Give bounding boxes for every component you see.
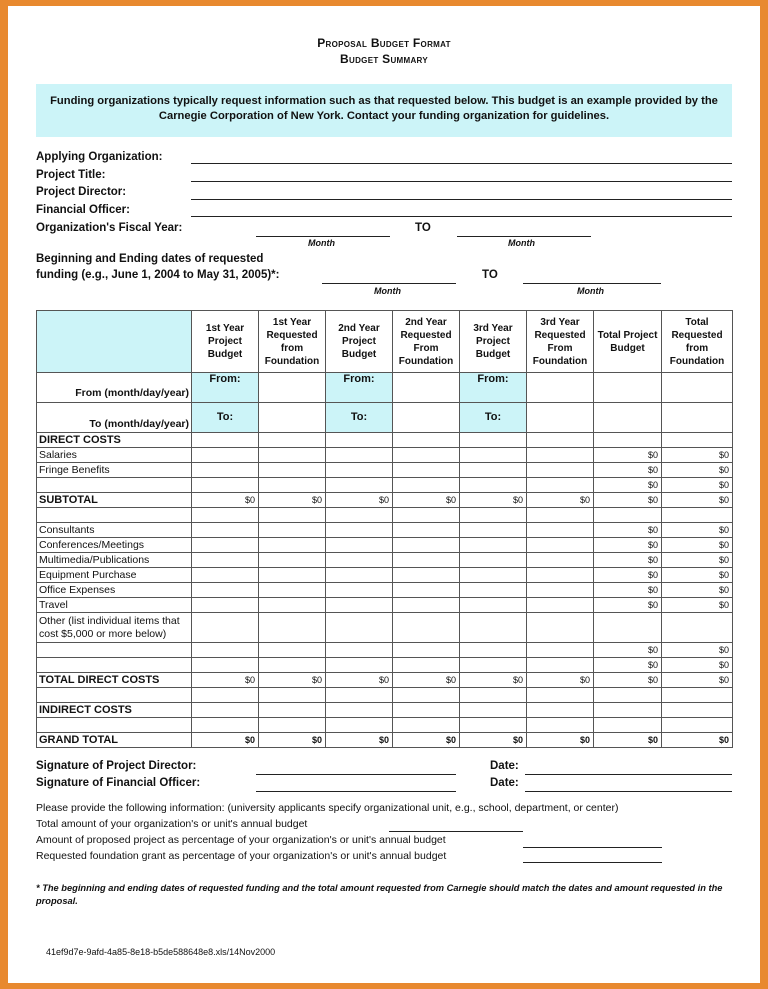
travel-label: Travel — [37, 598, 192, 613]
input-cell[interactable] — [527, 373, 594, 403]
input-cell[interactable] — [460, 553, 527, 568]
input-cell[interactable] — [259, 373, 326, 403]
table-row — [37, 493, 733, 508]
input-cell[interactable] — [393, 718, 460, 733]
input-cell[interactable] — [259, 688, 326, 703]
zero-value: $0 — [393, 733, 460, 748]
table-row — [37, 553, 733, 568]
zero-value: $0 — [662, 733, 733, 748]
from-cell[interactable]: From: — [326, 373, 393, 403]
blank-label-cell — [37, 688, 192, 703]
fiscal-year-start-field[interactable] — [256, 236, 390, 237]
funding-start-field[interactable] — [322, 283, 456, 284]
table-row — [37, 718, 733, 733]
input-cell[interactable] — [527, 643, 594, 658]
month-caption: Month — [508, 238, 535, 248]
input-cell[interactable] — [192, 553, 259, 568]
input-cell[interactable] — [192, 448, 259, 463]
table-row — [37, 643, 733, 658]
director-date-field[interactable] — [525, 774, 732, 775]
table-row — [37, 658, 733, 673]
input-cell[interactable] — [192, 613, 259, 643]
funding-dates-label: Beginning and Ending dates of requested — [36, 253, 264, 265]
page-title: Proposal Budget Format — [317, 36, 451, 50]
zero-value: $0 — [594, 598, 662, 613]
other-label — [37, 613, 192, 643]
input-cell[interactable] — [259, 613, 326, 643]
input-cell[interactable] — [326, 463, 393, 478]
input-cell[interactable] — [259, 598, 326, 613]
zero-value: $0 — [662, 553, 733, 568]
header-2nd-year-budget: 2nd Year Project Budget — [326, 311, 393, 373]
total-direct-costs-label: TOTAL DIRECT COSTS — [37, 673, 192, 688]
funding-end-field[interactable] — [523, 283, 661, 284]
applying-org-label: Applying Organization: — [36, 151, 163, 163]
funding-to-label: TO — [482, 269, 498, 281]
blank-label-cell — [37, 508, 192, 523]
project-title-field[interactable] — [191, 181, 732, 182]
input-cell[interactable] — [326, 718, 393, 733]
salaries-label: Salaries — [37, 448, 192, 463]
zero-value: $0 — [527, 673, 594, 688]
input-cell[interactable] — [259, 568, 326, 583]
zero-value: $0 — [662, 673, 733, 688]
table-row — [37, 478, 733, 493]
input-cell[interactable] — [527, 523, 594, 538]
input-cell[interactable] — [393, 538, 460, 553]
zero-value: $0 — [662, 658, 733, 673]
input-cell[interactable] — [594, 433, 662, 448]
input-cell[interactable] — [527, 688, 594, 703]
applying-org-field[interactable] — [191, 163, 732, 164]
project-director-label: Project Director: — [36, 186, 127, 198]
multimedia-label: Multimedia/Publications — [37, 553, 192, 568]
blank-label-cell — [37, 478, 192, 493]
table-row — [37, 403, 733, 433]
table-row — [37, 538, 733, 553]
header-1st-year-requested: 1st Year Requested from Foundation — [259, 311, 326, 373]
input-cell[interactable] — [192, 463, 259, 478]
input-cell[interactable] — [259, 433, 326, 448]
input-cell[interactable] — [326, 523, 393, 538]
other-label-line1: Other (list individual items that — [39, 614, 180, 627]
input-cell[interactable] — [393, 583, 460, 598]
table-row — [37, 311, 733, 373]
director-date-label: Date: — [490, 760, 519, 772]
input-cell[interactable] — [460, 658, 527, 673]
input-cell[interactable] — [326, 568, 393, 583]
input-cell[interactable] — [393, 463, 460, 478]
zero-value: $0 — [662, 448, 733, 463]
zero-value: $0 — [594, 733, 662, 748]
financial-officer-label: Financial Officer: — [36, 204, 130, 216]
from-label-cell: From (month/day/year) — [37, 373, 192, 403]
project-percent-field[interactable] — [523, 847, 662, 848]
zero-value: $0 — [460, 493, 527, 508]
to-cell[interactable]: To: — [192, 403, 259, 433]
input-cell[interactable] — [527, 613, 594, 643]
input-cell[interactable] — [460, 448, 527, 463]
blank-label-cell — [37, 658, 192, 673]
input-cell[interactable] — [527, 508, 594, 523]
fringe-benefits-label: Fringe Benefits — [37, 463, 192, 478]
input-cell[interactable] — [662, 613, 733, 643]
input-cell[interactable] — [460, 478, 527, 493]
input-cell[interactable] — [259, 703, 326, 718]
input-cell[interactable] — [527, 568, 594, 583]
input-cell[interactable] — [259, 718, 326, 733]
table-row — [37, 598, 733, 613]
input-cell[interactable] — [192, 433, 259, 448]
zero-value: $0 — [594, 523, 662, 538]
input-cell[interactable] — [259, 553, 326, 568]
zero-value: $0 — [662, 568, 733, 583]
input-cell[interactable] — [527, 433, 594, 448]
header-total-budget: Total Project Budget — [594, 311, 662, 373]
zero-value: $0 — [662, 478, 733, 493]
input-cell[interactable] — [460, 643, 527, 658]
input-cell[interactable] — [326, 583, 393, 598]
zero-value: $0 — [594, 463, 662, 478]
zero-value: $0 — [594, 493, 662, 508]
zero-value: $0 — [259, 733, 326, 748]
input-cell[interactable] — [326, 538, 393, 553]
input-cell[interactable] — [192, 703, 259, 718]
input-cell[interactable] — [594, 613, 662, 643]
input-cell[interactable] — [460, 583, 527, 598]
input-cell[interactable] — [192, 583, 259, 598]
header-total-requested: Total Requested from Foundation — [662, 311, 733, 373]
financial-officer-field[interactable] — [191, 216, 732, 217]
footnote: * The beginning and ending dates of requested funding and the total amount requested from Carnegie should match the dates and amount requested in the proposal. — [36, 883, 723, 906]
input-cell[interactable] — [594, 688, 662, 703]
project-title-label: Project Title: — [36, 169, 106, 181]
input-cell[interactable] — [527, 463, 594, 478]
from-cell[interactable]: From: — [460, 373, 527, 403]
input-cell[interactable] — [393, 508, 460, 523]
zero-value: $0 — [326, 673, 393, 688]
equipment-label: Equipment Purchase — [37, 568, 192, 583]
zero-value: $0 — [594, 478, 662, 493]
table-row — [37, 463, 733, 478]
input-cell[interactable] — [527, 538, 594, 553]
other-label-line2: cost $5,000 or more below) — [39, 627, 167, 640]
director-signature-field[interactable] — [256, 774, 456, 775]
input-cell[interactable] — [527, 598, 594, 613]
input-cell[interactable] — [662, 688, 733, 703]
table-row — [37, 583, 733, 598]
table-row — [37, 703, 733, 718]
zero-value: $0 — [594, 538, 662, 553]
input-cell[interactable] — [326, 703, 393, 718]
fiscal-to-label: TO — [415, 222, 431, 234]
zero-value: $0 — [662, 598, 733, 613]
input-cell[interactable] — [460, 688, 527, 703]
input-cell[interactable] — [326, 643, 393, 658]
input-cell[interactable] — [259, 643, 326, 658]
header-3rd-year-budget: 3rd Year Project Budget — [460, 311, 527, 373]
zero-value: $0 — [662, 583, 733, 598]
zero-value: $0 — [662, 523, 733, 538]
input-cell[interactable] — [192, 508, 259, 523]
zero-value: $0 — [527, 733, 594, 748]
input-cell[interactable] — [393, 448, 460, 463]
input-cell[interactable] — [460, 598, 527, 613]
zero-value: $0 — [326, 493, 393, 508]
input-cell[interactable] — [192, 643, 259, 658]
office-expenses-label: Office Expenses — [37, 583, 192, 598]
zero-value: $0 — [192, 673, 259, 688]
zero-value: $0 — [527, 493, 594, 508]
input-cell[interactable] — [393, 568, 460, 583]
annual-budget-field[interactable] — [389, 831, 523, 832]
header-3rd-year-requested: 3rd Year Requested From Foundation — [527, 311, 594, 373]
intro-box: Funding organizations typically request information such as that requested below. This budget is an example provided by the Carnegie Corporation of New York. Contact your funding organization for guidelines. — [36, 84, 732, 137]
month-caption: Month — [308, 238, 335, 248]
header-corner — [37, 311, 192, 373]
input-cell[interactable] — [460, 613, 527, 643]
input-cell[interactable] — [393, 613, 460, 643]
input-cell[interactable] — [527, 448, 594, 463]
input-cell[interactable] — [460, 508, 527, 523]
month-caption: Month — [374, 286, 401, 296]
input-cell[interactable] — [259, 508, 326, 523]
header-2nd-year-requested: 2nd Year Requested From Foundation — [393, 311, 460, 373]
zero-value: $0 — [662, 643, 733, 658]
zero-value: $0 — [460, 733, 527, 748]
input-cell[interactable] — [393, 598, 460, 613]
input-cell[interactable] — [460, 703, 527, 718]
table-row — [37, 733, 733, 748]
input-cell[interactable] — [259, 478, 326, 493]
input-cell[interactable] — [192, 538, 259, 553]
file-identifier: 41ef9d7e-9afd-4a85-8e18-b5de588648e8.xls/14Nov2000 — [46, 947, 276, 957]
input-cell[interactable] — [259, 583, 326, 598]
budget-form-page — [8, 6, 760, 983]
header-1st-year-budget: 1st Year Project Budget — [192, 311, 259, 373]
table-row — [37, 373, 733, 403]
indirect-costs-label: INDIRECT COSTS — [37, 703, 192, 718]
grant-percent-field[interactable] — [523, 862, 662, 863]
info-intro: Please provide the following information: (university applicants specify organizational unit, e.g., school, department, or center) — [36, 802, 619, 814]
table-row — [37, 433, 733, 448]
zero-value: $0 — [259, 673, 326, 688]
table-row — [37, 673, 733, 688]
input-cell[interactable] — [326, 433, 393, 448]
funding-dates-label-2: funding (e.g., June 1, 2004 to May 31, 2005)*: — [36, 269, 280, 281]
input-cell[interactable] — [460, 463, 527, 478]
officer-signature-label: Signature of Financial Officer: — [36, 777, 201, 789]
input-cell[interactable] — [326, 508, 393, 523]
month-caption: Month — [577, 286, 604, 296]
page-subtitle: Budget Summary — [340, 52, 428, 66]
input-cell[interactable] — [460, 568, 527, 583]
input-cell[interactable] — [460, 538, 527, 553]
zero-value: $0 — [326, 733, 393, 748]
direct-costs-heading: DIRECT COSTS — [37, 433, 192, 448]
input-cell[interactable] — [192, 568, 259, 583]
fiscal-year-label: Organization's Fiscal Year: — [36, 222, 183, 234]
input-cell[interactable] — [326, 553, 393, 568]
input-cell[interactable] — [594, 403, 662, 433]
input-cell[interactable] — [393, 403, 460, 433]
table-row — [37, 523, 733, 538]
input-cell[interactable] — [393, 553, 460, 568]
info-grant-percent-label: Requested foundation grant as percentage of your organization's or unit's annual budget — [36, 850, 447, 862]
table-row — [37, 508, 733, 523]
input-cell[interactable] — [662, 433, 733, 448]
input-cell[interactable] — [393, 373, 460, 403]
officer-date-field[interactable] — [525, 791, 732, 792]
zero-value: $0 — [662, 463, 733, 478]
grand-total-label: GRAND TOTAL — [37, 733, 192, 748]
input-cell[interactable] — [527, 478, 594, 493]
zero-value: $0 — [594, 568, 662, 583]
input-cell[interactable] — [192, 478, 259, 493]
input-cell[interactable] — [460, 718, 527, 733]
conferences-label: Conferences/Meetings — [37, 538, 192, 553]
zero-value: $0 — [662, 538, 733, 553]
to-cell[interactable]: To: — [460, 403, 527, 433]
blank-label-cell — [37, 718, 192, 733]
input-cell[interactable] — [326, 478, 393, 493]
zero-value: $0 — [393, 673, 460, 688]
info-annual-budget-label: Total amount of your organization's or unit's annual budget — [36, 818, 308, 830]
zero-value: $0 — [594, 583, 662, 598]
zero-value: $0 — [594, 643, 662, 658]
input-cell[interactable] — [326, 598, 393, 613]
input-cell[interactable] — [662, 508, 733, 523]
officer-date-label: Date: — [490, 777, 519, 789]
zero-value: $0 — [259, 493, 326, 508]
info-project-percent-label: Amount of proposed project as percentage of your organization's or unit's annual budget — [36, 834, 446, 846]
subtotal-label: SUBTOTAL — [37, 493, 192, 508]
input-cell[interactable] — [662, 703, 733, 718]
zero-value: $0 — [192, 733, 259, 748]
input-cell[interactable] — [594, 718, 662, 733]
input-cell[interactable] — [662, 373, 733, 403]
zero-value: $0 — [192, 493, 259, 508]
input-cell[interactable] — [259, 403, 326, 433]
zero-value: $0 — [594, 553, 662, 568]
to-label-cell: To (month/day/year) — [37, 403, 192, 433]
input-cell[interactable] — [192, 718, 259, 733]
input-cell[interactable] — [594, 373, 662, 403]
project-director-field[interactable] — [191, 199, 732, 200]
from-cell[interactable]: From: — [192, 373, 259, 403]
zero-value: $0 — [594, 673, 662, 688]
table-row — [37, 688, 733, 703]
input-cell[interactable] — [662, 718, 733, 733]
blank-label-cell — [37, 643, 192, 658]
input-cell[interactable] — [594, 703, 662, 718]
director-signature-label: Signature of Project Director: — [36, 760, 197, 772]
input-cell[interactable] — [393, 433, 460, 448]
input-cell[interactable] — [192, 523, 259, 538]
input-cell[interactable] — [594, 508, 662, 523]
input-cell[interactable] — [192, 688, 259, 703]
input-cell[interactable] — [527, 718, 594, 733]
to-cell[interactable]: To: — [326, 403, 393, 433]
zero-value: $0 — [460, 673, 527, 688]
fiscal-year-end-field[interactable] — [457, 236, 591, 237]
table-row — [37, 448, 733, 463]
input-cell[interactable] — [460, 433, 527, 448]
input-cell[interactable] — [527, 658, 594, 673]
input-cell[interactable] — [393, 658, 460, 673]
input-cell[interactable] — [259, 463, 326, 478]
input-cell[interactable] — [259, 658, 326, 673]
input-cell[interactable] — [460, 523, 527, 538]
zero-value: $0 — [594, 658, 662, 673]
input-cell[interactable] — [259, 523, 326, 538]
input-cell[interactable] — [527, 703, 594, 718]
consultants-label: Consultants — [37, 523, 192, 538]
zero-value: $0 — [393, 493, 460, 508]
input-cell[interactable] — [393, 703, 460, 718]
input-cell[interactable] — [662, 403, 733, 433]
input-cell[interactable] — [527, 403, 594, 433]
input-cell[interactable] — [326, 658, 393, 673]
input-cell[interactable] — [259, 538, 326, 553]
input-cell[interactable] — [259, 448, 326, 463]
table-row — [37, 568, 733, 583]
input-cell[interactable] — [393, 688, 460, 703]
input-cell[interactable] — [393, 478, 460, 493]
input-cell[interactable] — [527, 583, 594, 598]
zero-value: $0 — [594, 448, 662, 463]
input-cell[interactable] — [326, 613, 393, 643]
officer-signature-field[interactable] — [256, 791, 456, 792]
input-cell[interactable] — [326, 448, 393, 463]
input-cell[interactable] — [393, 643, 460, 658]
budget-table — [36, 310, 733, 748]
input-cell[interactable] — [326, 688, 393, 703]
zero-value: $0 — [662, 493, 733, 508]
input-cell[interactable] — [192, 658, 259, 673]
input-cell[interactable] — [393, 523, 460, 538]
table-row — [37, 613, 733, 643]
input-cell[interactable] — [527, 553, 594, 568]
input-cell[interactable] — [192, 598, 259, 613]
